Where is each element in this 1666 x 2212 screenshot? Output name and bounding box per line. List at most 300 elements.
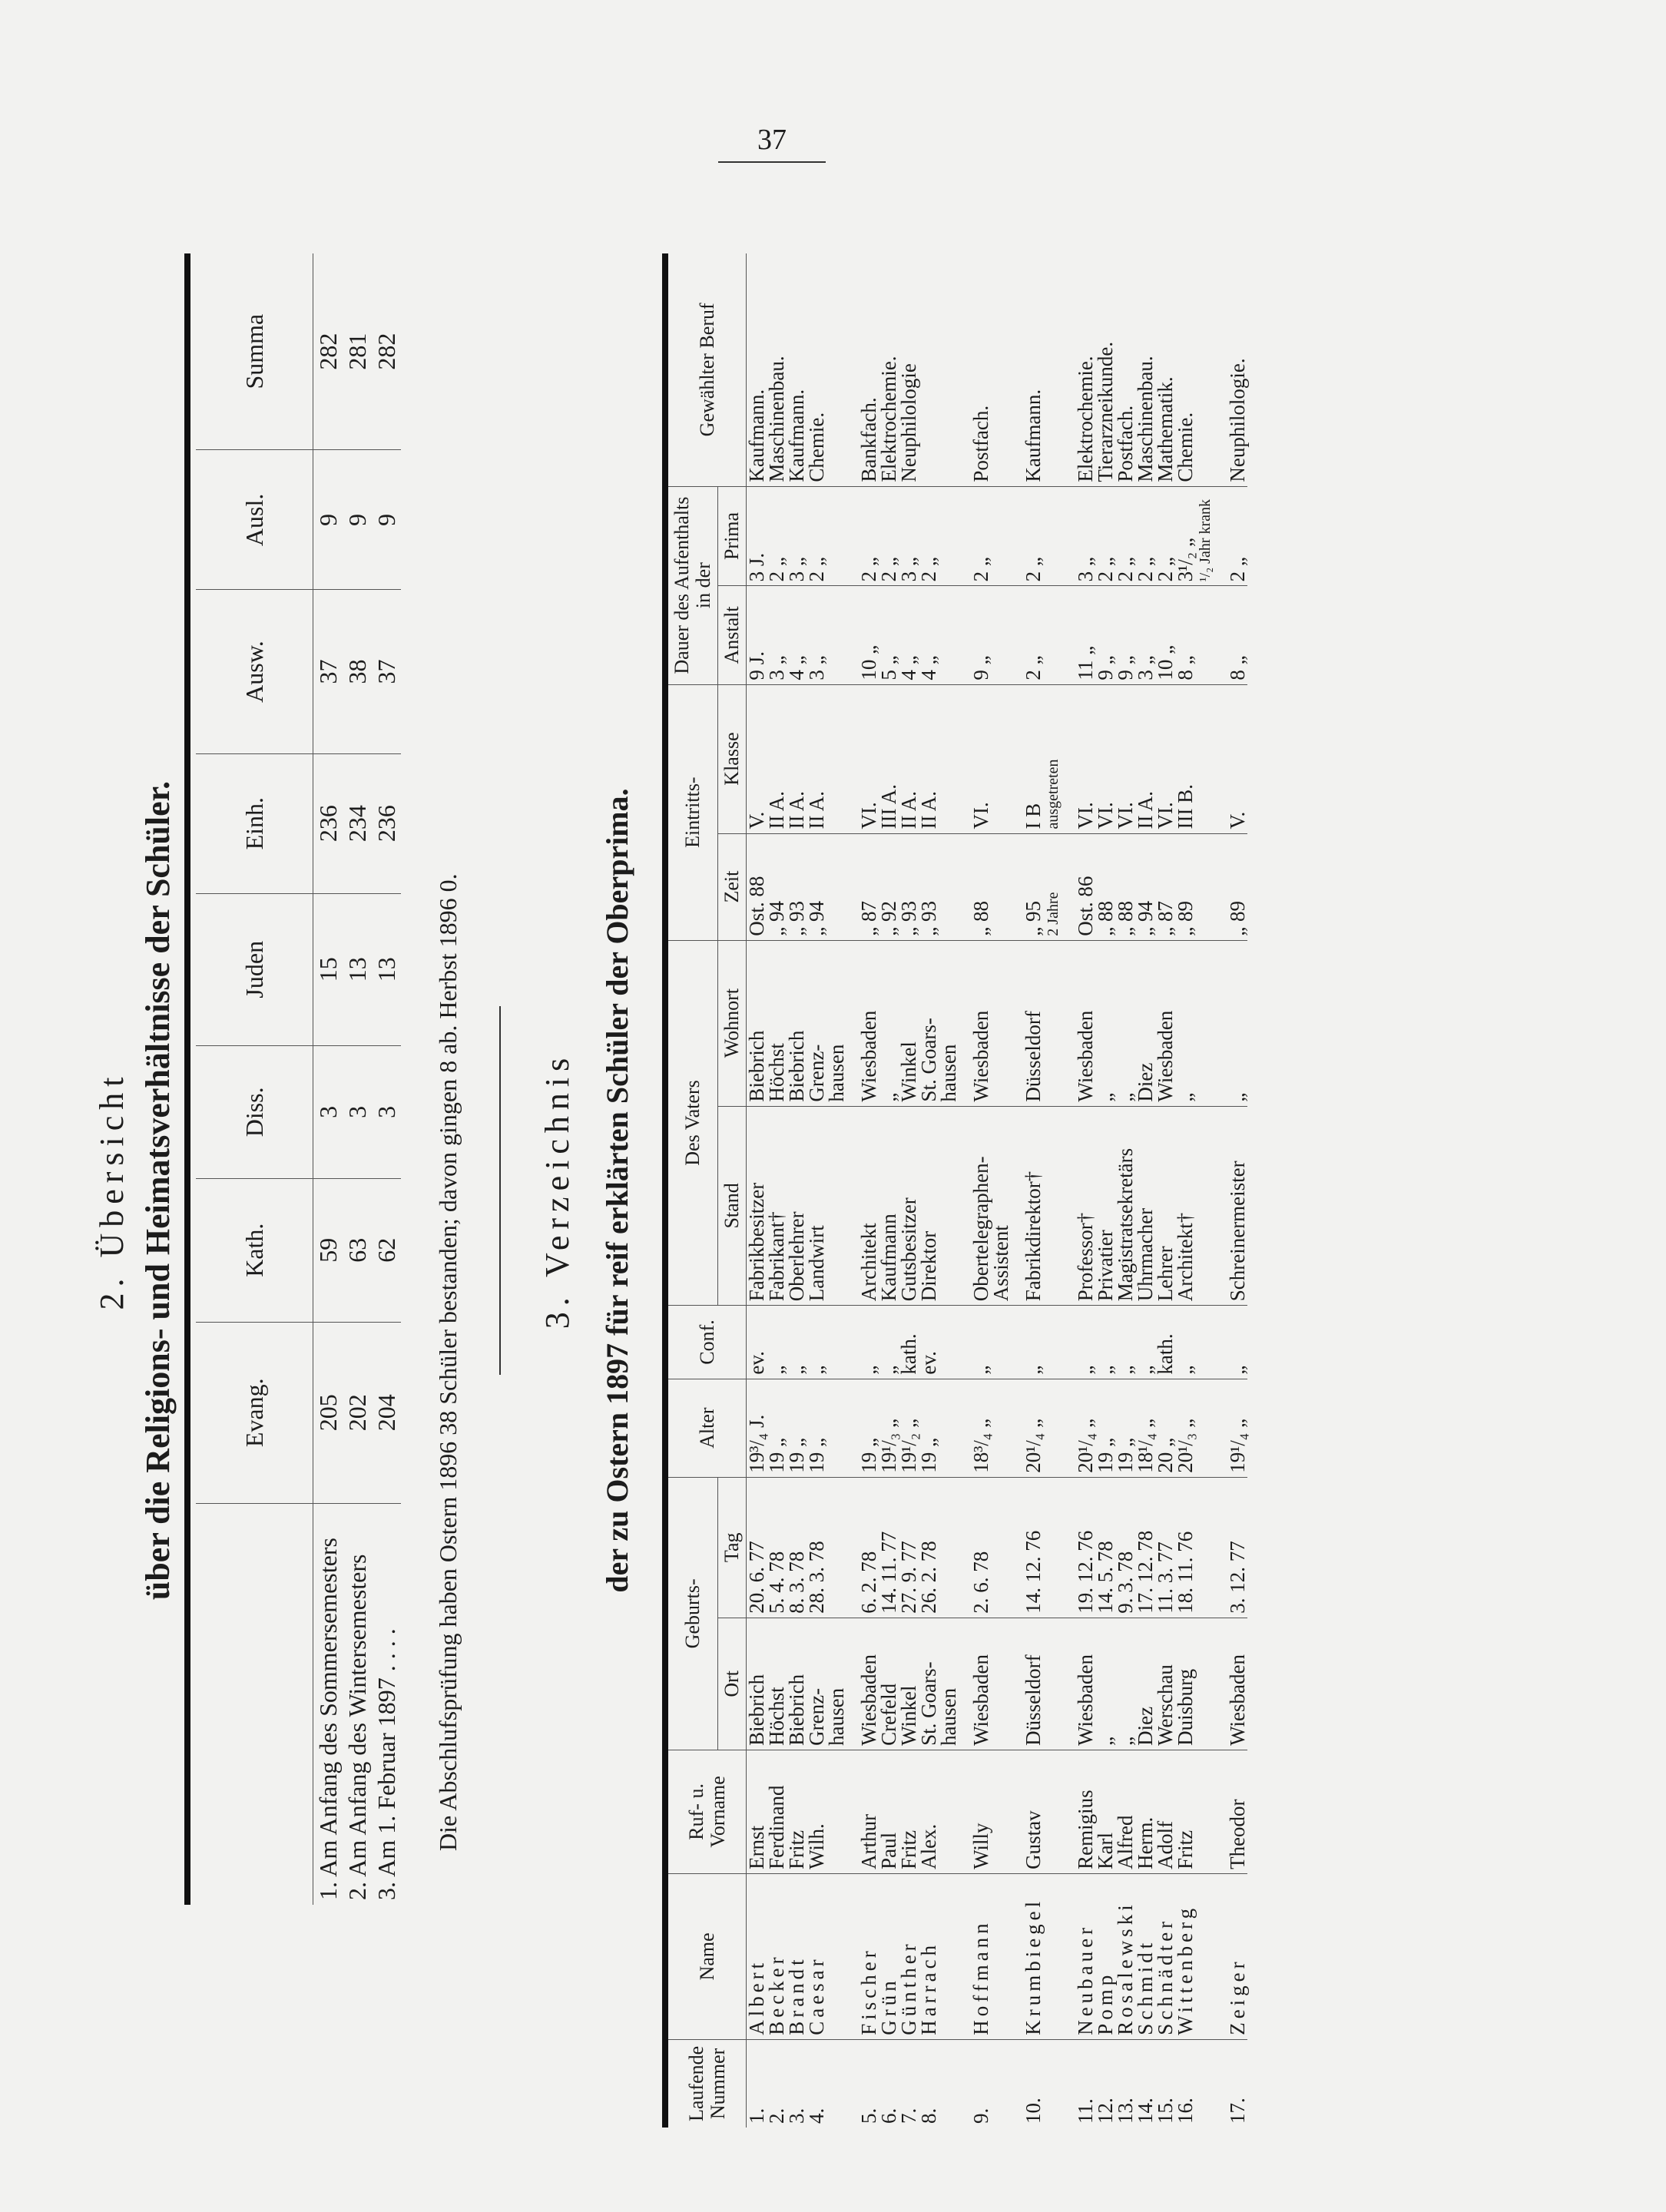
student-prima — [991, 486, 1011, 586]
student-prima: 3 J. — [747, 486, 767, 586]
header-dauer-prima: Prima — [718, 486, 747, 586]
header-ausl: Ausl. — [196, 450, 313, 590]
student-conf: „ — [1095, 1306, 1115, 1379]
student-stand: Assistent — [991, 1106, 1011, 1306]
student-conf: „ — [1175, 1306, 1195, 1379]
cell: 204 — [372, 1322, 401, 1503]
student-row — [859, 253, 879, 2128]
student-conf — [1195, 1306, 1215, 1379]
student-wohnort: hausen — [826, 940, 846, 1106]
student-stand: Privatier — [1095, 1106, 1115, 1306]
header-geburt-ort: Ort — [718, 1618, 747, 1750]
student-nr: 5. — [857, 2108, 880, 2124]
student-wohnort: „ — [1175, 940, 1195, 1106]
student-klasse: II A. — [787, 684, 807, 833]
student-zeit: „ 93 — [787, 833, 807, 940]
student-wohnort — [1043, 940, 1063, 1106]
student-vorname — [826, 1750, 846, 1873]
student-nr — [991, 2039, 1011, 2128]
student-beruf — [939, 253, 959, 486]
student-ort: Wiesbaden — [859, 1618, 879, 1750]
student-wohnort: Grenz- — [807, 940, 826, 1106]
student-anstalt: 5 „ — [879, 586, 899, 684]
header-kath: Kath. — [196, 1178, 313, 1322]
student-conf: „ — [807, 1306, 826, 1379]
cell: 202 — [343, 1322, 372, 1503]
student-stand: Lehrer — [1155, 1106, 1175, 1306]
student-wohnort: „ — [1227, 940, 1247, 1106]
student-wohnort: Winkel — [899, 940, 919, 1106]
header-geburt-tag: Tag — [718, 1477, 747, 1618]
student-tag: 5. 4. 78 — [767, 1477, 787, 1618]
student-alter: 19 „ — [767, 1379, 787, 1477]
header-conf: Conf. — [668, 1306, 747, 1379]
student-alter: 18¹/₄ „ — [1135, 1379, 1155, 1477]
student-prima: 2 „ — [859, 486, 879, 586]
student-prima — [1043, 486, 1063, 586]
religion-overview-table — [196, 253, 401, 1905]
student-zeit: „ 93 — [919, 833, 939, 940]
student-ort: „ — [1115, 1618, 1135, 1750]
student-stand: Landwirt — [807, 1106, 826, 1306]
cell: 63 — [343, 1178, 372, 1322]
student-stand: Architekt† — [1175, 1106, 1195, 1306]
student-anstalt: 9 „ — [971, 586, 991, 684]
student-row — [807, 253, 826, 2128]
student-vorname: Herm. — [1135, 1750, 1155, 1873]
student-wohnort: Wiesbaden — [859, 940, 879, 1106]
student-stand: Oberlehrer — [787, 1106, 807, 1306]
student-klasse: VI. — [971, 684, 991, 833]
student-tag: 19. 12. 76 — [1075, 1477, 1095, 1618]
student-stand: Fabrikbesitzer — [747, 1106, 767, 1306]
student-row — [991, 253, 1011, 2128]
student-beruf: Neuphilologie — [899, 253, 919, 486]
student-stand — [939, 1106, 959, 1306]
student-row — [1023, 253, 1043, 2128]
student-alter: 19 „ — [1115, 1379, 1135, 1477]
cell: 281 — [343, 253, 372, 450]
section-divider — [499, 1006, 501, 1375]
student-ort: hausen — [939, 1618, 959, 1750]
student-ort: Crefeld — [879, 1618, 899, 1750]
student-anstalt: 9 „ — [1115, 586, 1135, 684]
student-row — [826, 253, 846, 2128]
student-ort: Höchst — [767, 1618, 787, 1750]
student-beruf — [826, 253, 846, 486]
student-vorname: Fritz — [1175, 1750, 1195, 1873]
student-prima: 2 „ — [971, 486, 991, 586]
student-alter — [1043, 1379, 1063, 1477]
student-name: Pomp — [1095, 1873, 1115, 2039]
student-beruf: Postfach. — [971, 253, 991, 486]
student-wohnort: hausen — [939, 940, 959, 1106]
student-beruf: Kaufmann. — [747, 253, 767, 486]
student-alter — [939, 1379, 959, 1477]
student-conf: „ — [1115, 1306, 1135, 1379]
student-tag: 8. 3. 78 — [787, 1477, 807, 1618]
student-alter — [1195, 1379, 1215, 1477]
exam-note: Die Abschlufsprüfung haben Ostern 1896 38 Schüler bestanden; davon gingen 8 ab. Herbst 1896 0. — [434, 873, 462, 1851]
student-row — [899, 253, 919, 2128]
student-row — [1175, 253, 1195, 2128]
student-anstalt: 2 „ — [1023, 586, 1043, 684]
student-row — [1075, 253, 1095, 2128]
student-stand: Gutsbesitzer — [899, 1106, 919, 1306]
student-conf — [826, 1306, 846, 1379]
cell: 62 — [372, 1178, 401, 1322]
cell: 9 — [343, 450, 372, 590]
student-ort: Wiesbaden — [1075, 1618, 1095, 1750]
student-name: Fischer — [859, 1873, 879, 2039]
student-alter: 19¹/₄ „ — [1227, 1379, 1247, 1477]
header-dauer: Dauer des Aufenthalts in der — [668, 486, 718, 684]
header-vorname: Ruf- u. Vorname — [668, 1750, 747, 1873]
student-row — [1227, 253, 1247, 2128]
student-tag: 3. 12. 77 — [1227, 1477, 1247, 1618]
student-stand: Uhrmacher — [1135, 1106, 1155, 1306]
student-beruf: Maschinenbau. — [767, 253, 787, 486]
student-vorname — [1195, 1750, 1215, 1873]
header-empty-cell — [196, 1504, 313, 1906]
cell: 236 — [372, 753, 401, 893]
student-klasse: II A. — [899, 684, 919, 833]
student-vorname: Gustav — [1023, 1750, 1043, 1873]
student-klasse: III A. — [879, 684, 899, 833]
student-ort: Wiesbaden — [1227, 1618, 1247, 1750]
student-wohnort: Diez — [1135, 940, 1155, 1106]
student-wohnort: Biebrich — [747, 940, 767, 1106]
student-klasse — [826, 684, 846, 833]
student-klasse: II A. — [767, 684, 787, 833]
student-nr: 6. — [877, 2108, 900, 2124]
student-conf: kath. — [1155, 1306, 1175, 1379]
student-row — [939, 253, 959, 2128]
header-dauer-anstalt: Anstalt — [718, 586, 747, 684]
student-ort: Werschau — [1155, 1618, 1175, 1750]
student-nr: 3. — [785, 2108, 808, 2124]
student-nr: 12. — [1094, 2098, 1117, 2124]
student-beruf: Elektrochemie. — [879, 253, 899, 486]
student-wohnort: „ — [879, 940, 899, 1106]
student-nr: 7. — [897, 2108, 920, 2124]
student-zeit: „ 89 — [1175, 833, 1195, 940]
student-name: Wittenberg — [1175, 1873, 1195, 2039]
cell: 3 — [343, 1045, 372, 1178]
cell: 37 — [313, 590, 343, 753]
student-zeit: Ost. 88 — [747, 833, 767, 940]
student-alter: 18³/₄ „ — [971, 1379, 991, 1477]
student-conf: „ — [767, 1306, 787, 1379]
student-tag: 18. 11. 76 — [1175, 1477, 1195, 1618]
student-alter: 20¹/₄ „ — [1075, 1379, 1095, 1477]
student-name: Grün — [879, 1873, 899, 2039]
page-number: 37 — [757, 124, 787, 156]
student-wohnort — [1195, 940, 1215, 1106]
student-ort — [1043, 1618, 1063, 1750]
student-beruf: Postfach. — [1115, 253, 1135, 486]
student-klasse: VI. — [1155, 684, 1175, 833]
student-nr — [1195, 2039, 1215, 2128]
header-geburt: Geburts- — [668, 1477, 718, 1750]
student-tag — [1195, 1477, 1215, 1618]
student-beruf — [919, 253, 939, 486]
student-prima: 3 „ — [787, 486, 807, 586]
spacer-cell — [1215, 940, 1227, 1106]
student-alter: 19 „ — [787, 1379, 807, 1477]
cell: 13 — [343, 893, 372, 1045]
student-anstalt: 4 „ — [919, 586, 939, 684]
student-zeit: „ 95 — [1023, 833, 1043, 940]
student-vorname: Theodor — [1227, 1750, 1247, 1873]
student-vorname: Wilh. — [807, 1750, 826, 1873]
student-prima: 2 „ — [879, 486, 899, 586]
student-conf: „ — [971, 1306, 991, 1379]
student-zeit: „ 94 — [1135, 833, 1155, 940]
student-nr: 15. — [1154, 2098, 1177, 2124]
student-nr: 13. — [1114, 2098, 1137, 2124]
student-anstalt: 4 „ — [899, 586, 919, 684]
header-name: Name — [668, 1873, 747, 2039]
header-ausw: Ausw. — [196, 590, 313, 753]
graduates-table — [668, 253, 1247, 2128]
student-alter: 19 „ — [919, 1379, 939, 1477]
cell: 59 — [313, 1178, 343, 1322]
student-klasse — [991, 684, 1011, 833]
student-alter — [991, 1379, 1011, 1477]
cell: 282 — [372, 253, 401, 450]
student-stand: Obertelegraphen- — [971, 1106, 991, 1306]
student-prima: 2 „ — [1115, 486, 1135, 586]
student-ort: Winkel — [899, 1618, 919, 1750]
student-wohnort: Biebrich — [787, 940, 807, 1106]
student-tag: 2. 6. 78 — [971, 1477, 991, 1618]
cell: 9 — [313, 450, 343, 590]
header-eintritt-klasse: Klasse — [718, 684, 747, 833]
student-nr: 9. — [969, 2108, 992, 2124]
student-anstalt: 8 „ — [1227, 586, 1247, 684]
student-wohnort: Wiesbaden — [1075, 940, 1095, 1106]
section2-title: 2. Übersicht — [93, 1071, 131, 1310]
student-conf: „ — [1075, 1306, 1095, 1379]
student-row — [1195, 253, 1215, 2128]
student-beruf — [1195, 253, 1215, 486]
student-name: Neubauer — [1075, 1873, 1095, 2039]
student-ort: hausen — [826, 1618, 846, 1750]
student-beruf: Maschinenbau. — [1135, 253, 1155, 486]
cell: 236 — [313, 753, 343, 893]
student-nr: 10. — [1022, 2098, 1045, 2124]
student-anstalt — [1195, 586, 1215, 684]
header-nr: Laufende Nummer — [668, 2039, 747, 2128]
student-nr: 14. — [1134, 2098, 1157, 2124]
student-alter: 19 „ — [807, 1379, 826, 1477]
student-tag: 14. 5. 78 — [1095, 1477, 1115, 1618]
student-name: Harrach — [919, 1873, 939, 2039]
section3-title: 3. Verzeichnis — [538, 1051, 576, 1330]
student-tag: 27. 9. 77 — [899, 1477, 919, 1618]
student-wohnort: St. Goars- — [919, 940, 939, 1106]
student-name — [939, 1873, 959, 2039]
student-prima: 2 „ — [1135, 486, 1155, 586]
student-zeit: „ 87 — [859, 833, 879, 940]
student-alter: 20 „ — [1155, 1379, 1175, 1477]
student-prima: 2 „ — [1023, 486, 1043, 586]
student-zeit: „ 88 — [971, 833, 991, 940]
student-zeit — [939, 833, 959, 940]
student-stand: Architekt — [859, 1106, 879, 1306]
student-zeit: „ 88 — [1095, 833, 1115, 940]
student-anstalt: 3 „ — [1135, 586, 1155, 684]
cell: 205 — [313, 1322, 343, 1503]
student-beruf: Kaufmann. — [787, 253, 807, 486]
student-vorname: Remigius — [1075, 1750, 1095, 1873]
student-tag: 28. 3. 78 — [807, 1477, 826, 1618]
student-name: Becker — [767, 1873, 787, 2039]
student-conf: ev. — [919, 1306, 939, 1379]
header-vater-wohnort: Wohnort — [718, 940, 747, 1106]
student-anstalt — [826, 586, 846, 684]
student-conf — [939, 1306, 959, 1379]
student-row — [879, 253, 899, 2128]
student-klasse: III B. — [1175, 684, 1195, 833]
student-row — [971, 253, 991, 2128]
student-beruf: Elektrochemie. — [1075, 253, 1095, 486]
student-row — [1043, 253, 1063, 2128]
student-tag — [939, 1477, 959, 1618]
student-alter: 19 „ — [859, 1379, 879, 1477]
header-vater-stand: Stand — [718, 1106, 747, 1306]
student-anstalt — [991, 586, 1011, 684]
student-anstalt: 3 „ — [807, 586, 826, 684]
student-prima: 2 „ — [919, 486, 939, 586]
cell: 13 — [372, 893, 401, 1045]
student-conf: „ — [859, 1306, 879, 1379]
student-anstalt — [939, 586, 959, 684]
student-anstalt: 10 „ — [1155, 586, 1175, 684]
student-beruf: Mathematik. — [1155, 253, 1175, 486]
student-vorname — [939, 1750, 959, 1873]
student-klasse: VI. — [859, 684, 879, 833]
student-ort: Grenz- — [807, 1618, 826, 1750]
student-vorname: Ferdinand — [767, 1750, 787, 1873]
section3-heavy-rule — [662, 253, 668, 2128]
student-row — [1095, 253, 1115, 2128]
student-row — [1155, 253, 1175, 2128]
student-beruf: Bankfach. — [859, 253, 879, 486]
cell: 3 — [313, 1045, 343, 1178]
student-ort: Düsseldorf — [1023, 1618, 1043, 1750]
cell: 15 — [313, 893, 343, 1045]
graduates-header-row-1 — [668, 253, 718, 2128]
student-row — [1115, 253, 1135, 2128]
student-name: Schmidt — [1135, 1873, 1155, 2039]
section3-subtitle: der zu Ostern 1897 für reif erklärten Schüler der Oberprima. — [600, 788, 634, 1593]
student-conf — [991, 1306, 1011, 1379]
student-nr: 8. — [917, 2108, 940, 2124]
student-anstalt: 10 „ — [859, 586, 879, 684]
student-nr — [939, 2039, 959, 2128]
student-row — [919, 253, 939, 2128]
student-ort: Biebrich — [787, 1618, 807, 1750]
student-ort: St. Goars- — [919, 1618, 939, 1750]
student-prima: 2 „ — [1095, 486, 1115, 586]
cell: 38 — [343, 590, 372, 753]
student-vorname: Arthur — [859, 1750, 879, 1873]
student-anstalt: 11 „ — [1075, 586, 1095, 684]
student-conf: „ — [879, 1306, 899, 1379]
section2-subtitle: über die Religions- und Heimatsverhältnisse der Schüler. — [139, 780, 177, 1601]
student-wohnort: „ — [1095, 940, 1115, 1106]
student-stand — [1195, 1106, 1215, 1306]
student-zeit: „ 88 — [1115, 833, 1135, 940]
student-anstalt: 9 „ — [1095, 586, 1115, 684]
student-conf: „ — [1227, 1306, 1247, 1379]
student-stand: Fabrikant† — [767, 1106, 787, 1306]
student-ort: „ — [1095, 1618, 1115, 1750]
student-tag — [826, 1477, 846, 1618]
cell: 282 — [313, 253, 343, 450]
student-nr — [1043, 2039, 1063, 2128]
row-label: 3. Am 1. Februar 1897 . . . . — [373, 1628, 400, 1900]
header-alter: Alter — [668, 1379, 747, 1477]
student-klasse: V. — [1227, 684, 1247, 833]
student-stand: Professor† — [1075, 1106, 1095, 1306]
student-anstalt: 9 J. — [747, 586, 767, 684]
student-anstalt: 8 „ — [1175, 586, 1195, 684]
cell: 234 — [343, 753, 372, 893]
student-row — [787, 253, 807, 2128]
cell: 9 — [372, 450, 401, 590]
student-stand: Kaufmann — [879, 1106, 899, 1306]
student-vorname: Fritz — [899, 1750, 919, 1873]
student-name: Hoffmann — [971, 1873, 991, 2039]
student-klasse: II A. — [807, 684, 826, 833]
student-vorname: Willy — [971, 1750, 991, 1873]
student-name — [991, 1873, 1011, 2039]
spacer-cell — [1215, 684, 1227, 833]
row-label: 1. Am Anfang des Sommersemesters — [314, 1538, 342, 1900]
student-conf: „ — [787, 1306, 807, 1379]
student-vorname — [991, 1750, 1011, 1873]
student-klasse: VI. — [1115, 684, 1135, 833]
student-tag: 17. 12. 78 — [1135, 1477, 1155, 1618]
cell: 37 — [372, 590, 401, 753]
student-klasse: VI. — [1095, 684, 1115, 833]
student-name — [826, 1873, 846, 2039]
student-prima: 2 „ — [1227, 486, 1247, 586]
student-nr: 11. — [1074, 2098, 1097, 2124]
student-conf: „ — [1135, 1306, 1155, 1379]
table-row — [372, 253, 401, 1905]
student-beruf — [1043, 253, 1063, 486]
student-anstalt: 4 „ — [787, 586, 807, 684]
student-zeit: Ost. 86 — [1075, 833, 1095, 940]
student-zeit: „ 94 — [807, 833, 826, 940]
student-conf: kath. — [899, 1306, 919, 1379]
student-name — [1043, 1873, 1063, 2039]
student-zeit: „ 89 — [1227, 833, 1247, 940]
student-klasse: I B — [1023, 684, 1043, 833]
student-klasse — [1195, 684, 1215, 833]
student-tag: 9. 3. 78 — [1115, 1477, 1135, 1618]
student-row — [747, 253, 767, 2128]
student-beruf: Chemie. — [1175, 253, 1195, 486]
student-name: Krumbiegel — [1023, 1873, 1043, 2039]
student-stand: Direktor — [919, 1106, 939, 1306]
student-nr — [826, 2039, 846, 2128]
student-wohnort: „ — [1115, 940, 1135, 1106]
